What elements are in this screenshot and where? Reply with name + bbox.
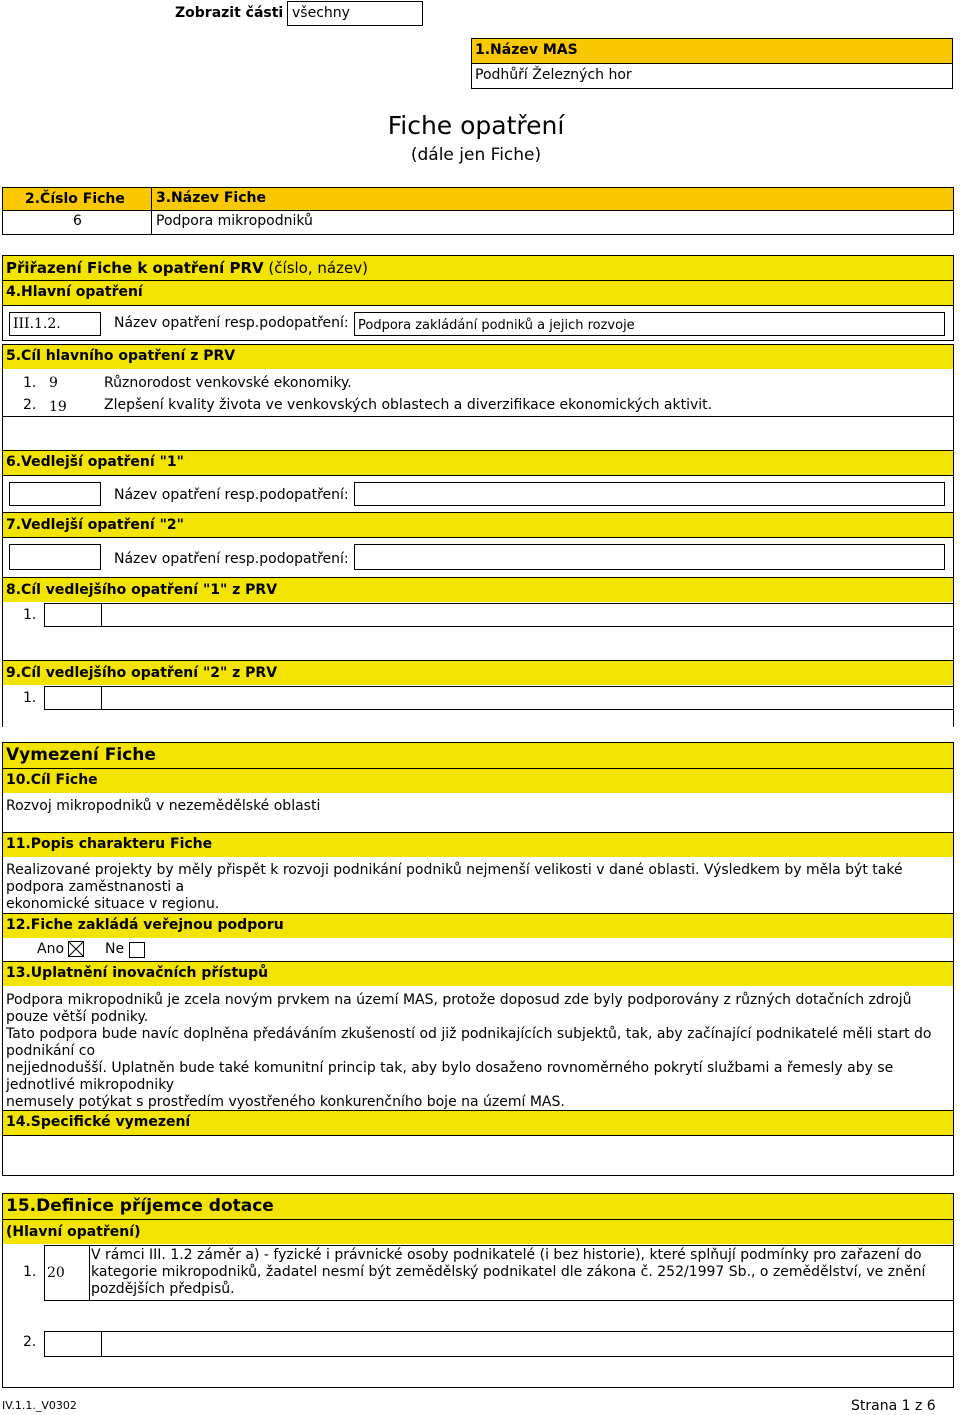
recipient-num[interactable]: 20	[44, 1245, 90, 1301]
goal-side1-num-field[interactable]	[44, 603, 102, 627]
goal-label: 10.Cíl Fiche	[2, 768, 954, 794]
mas-label: 1.Název MAS	[471, 38, 953, 64]
main-measure-label: 4.Hlavní opatření	[2, 280, 954, 306]
goal-text: Rozvoj mikropodniků v nezemědělské oblasti	[2, 793, 954, 832]
scope-heading: Vymezení Fiche	[2, 742, 954, 769]
innovation-text: Podpora mikropodniků je zcela novým prvkem na území MAS, protože doposud zde byly podporovány z různých dotačních zdrojů pouze větší podniky. Tato podpora bude navíc doplněna předáváním zkušeností od již podnikajících subjektů, tak, aby začínající podnikatelé měli start do podnikání co nejjednodušší. Uplatněn bude také komunitní princip tak, aby bylo dosaženo rovnoměrného pokrytí službami a řemesly aby se jednotlivé mikropodniky nemusely potýkat s prostředím vyostřeného konkurenčního boje na území MAS.	[2, 986, 954, 1111]
mas-value: Podhůří Železných hor	[471, 63, 953, 89]
fiche-number-label: 2.Číslo Fiche	[2, 187, 152, 211]
goal-side2-idx: 1.	[23, 690, 37, 706]
character-label: 11.Popis charakteru Fiche	[2, 832, 954, 858]
page-title: Fiche opatření	[387, 111, 565, 140]
main-measure-name-label: Název opatření resp.podopatření:	[114, 315, 349, 331]
support-label: 12.Fiche zakládá veřejnou podporu	[2, 913, 954, 939]
filter-select[interactable]: všechny	[287, 1, 423, 26]
spacer-row	[2, 416, 954, 451]
recipient-sub: (Hlavní opatření)	[2, 1219, 954, 1245]
specific-label: 14.Specifické vymezení	[2, 1110, 954, 1136]
goal-main-idx: 2.	[23, 397, 37, 413]
check-cross-icon	[69, 942, 83, 956]
support-no-label: Ne	[105, 941, 125, 957]
goal-main-idx: 1.	[23, 375, 37, 391]
filter-label: Zobrazit části	[175, 5, 284, 21]
goal-side2-num-field[interactable]	[44, 686, 102, 710]
side2-name-label: Název opatření resp.podopatření:	[114, 551, 349, 567]
goal-side1-idx: 1.	[23, 607, 37, 623]
footer-code: IV.1.1._V0302	[2, 1399, 77, 1412]
goal-main-text: Zlepšení kvality života ve venkovských oblastech a diverzifikace ekonomických aktivit.	[104, 397, 713, 413]
footer-page: Strana 1 z 6	[851, 1398, 936, 1414]
side2-code-field[interactable]	[9, 544, 101, 570]
goal-side1-text-field[interactable]	[101, 603, 954, 627]
fiche-name-label: 3.Název Fiche	[151, 187, 954, 211]
recipient-text[interactable]: V rámci III. 1.2 záměr a) - fyzické i právnické osoby podnikatelé (i bez historie), které splňují podmínky pro zařazení do kategorie mikropodniků, žadatel nesmí být zemědělský podnikatel dle zákona č. 252/1997 Sb., o zemědělství, ve znění pozdějších předpisů.	[89, 1245, 954, 1301]
goal-main-num: 9	[49, 375, 58, 391]
main-measure-code[interactable]: III.1.2.	[9, 312, 101, 336]
goal-main-num: 19	[49, 399, 67, 415]
goal-side2-label: 9.Cíl vedlejšího opatření "2" z PRV	[2, 660, 954, 686]
side1-name-label: Název opatření resp.podopatření:	[114, 487, 349, 503]
goal-main-text: Různorodost venkovské ekonomiky.	[104, 375, 352, 391]
assignment-heading: Přiřazení Fiche k opatření PRV (číslo, název)	[2, 255, 954, 281]
character-text: Realizované projekty by měly přispět k rozvoji podnikání podniků nejmenší velikosti v dané oblasti. Výsledkem by měla být také podpora zaměstnanosti a ekonomické situace v regionu.	[2, 857, 954, 914]
goal-main-label: 5.Cíl hlavního opatření z PRV	[2, 344, 954, 370]
recipient-num-field[interactable]	[44, 1331, 102, 1357]
goal-side1-label: 8.Cíl vedlejšího opatření "1" z PRV	[2, 577, 954, 603]
recipient-text-field[interactable]	[101, 1331, 954, 1357]
specific-field[interactable]	[2, 1135, 954, 1176]
recipient-idx: 2.	[23, 1334, 37, 1350]
side2-name-field[interactable]	[354, 544, 945, 570]
fiche-name: Podpora mikropodniků	[151, 210, 954, 235]
recipient-heading: 15.Definice příjemce dotace	[2, 1193, 954, 1220]
side1-label: 6.Vedlejší opatření "1"	[2, 450, 954, 476]
support-yes-checkbox[interactable]	[68, 941, 84, 957]
support-no-checkbox[interactable]	[129, 942, 145, 958]
side2-label: 7.Vedlejší opatření "2"	[2, 512, 954, 538]
recipient-idx: 1.	[23, 1264, 37, 1280]
main-measure-name[interactable]: Podpora zakládání podniků a jejich rozvoje	[354, 312, 945, 336]
innovation-label: 13.Uplatnění inovačních přístupů	[2, 961, 954, 987]
side1-code-field[interactable]	[9, 482, 101, 506]
fiche-number: 6	[2, 210, 152, 235]
support-yes-label: Ano	[37, 941, 65, 957]
goal-side2-text-field[interactable]	[101, 686, 954, 710]
page-subtitle: (dále jen Fiche)	[410, 145, 542, 165]
side1-name-field[interactable]	[354, 482, 945, 506]
